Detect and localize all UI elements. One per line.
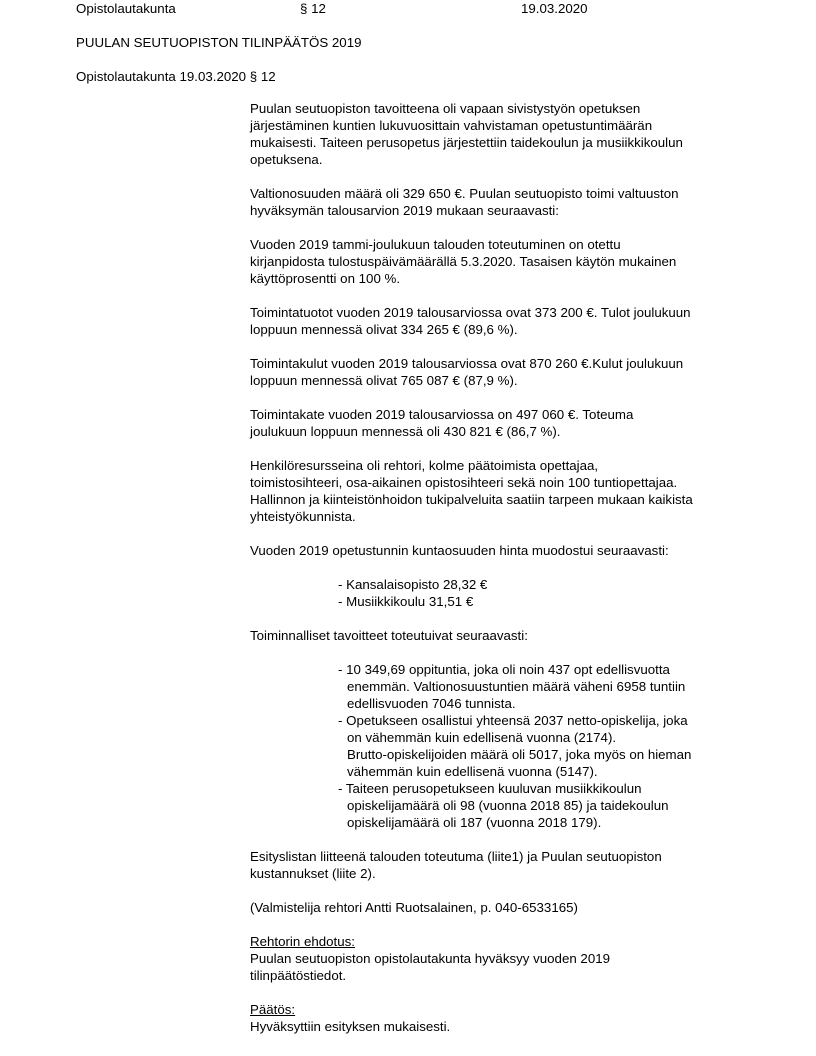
meeting-reference: Opistolautakunta 19.03.2020 § 12	[76, 69, 276, 84]
paragraph-hour-price: Vuoden 2019 opetustunnin kuntaosuuden hinta muodostui seuraavasti:	[250, 543, 669, 558]
paragraph-personnel: Henkilöresursseina oli rehtori, kolme päätoimista opettajaa, toimistosihteeri, osa-aikainen opistosihteeri sekä noin 100 tuntiopettajaa. Hallinnon ja kiinteistönhoidon tukipalveluita saatiin tarpeen mukaan kaikista yhteistyökunnista.	[250, 458, 693, 524]
proposal-heading: Rehtorin ehdotus:	[250, 934, 355, 949]
document-title: PUULAN SEUTUOPISTON TILINPÄÄTÖS 2019	[76, 35, 362, 50]
price-list	[338, 576, 750, 610]
header-committee: Opistolautakunta	[76, 1, 176, 16]
proposal-text: Puulan seutuopiston opistolautakunta hyväksyy vuoden 2019 tilinpäätöstiedot.	[250, 951, 611, 983]
paragraph-revenue: Toimintatuotot vuoden 2019 talousarviossa ovat 373 200 €. Tulot joulukuun loppuun mennessä olivat 334 265 € (89,6 %).	[250, 305, 691, 337]
paragraph-objectives: Puulan seutuopiston tavoitteena oli vapaan sivistystyön opetuksen järjestäminen kuntien lukuvuosittain vahvistaman opetustuntimäärän mukaisesti. Taiteen perusopetus järjestettiin taidekoulun ja musiikkikoulun opetuksena.	[250, 101, 683, 167]
list-item: - Kansalaisopisto 28,32 €	[338, 577, 488, 592]
decision-heading: Päätös:	[250, 1002, 296, 1017]
list-item: - Taiteen perusopetukseen kuuluvan musiikkikoulun opiskelijamäärä oli 98 (vuonna 2018 85) ja taidekoulun opiskelijamäärä oli 187 (vuonna 2018 179).	[338, 781, 669, 830]
document-body	[250, 100, 750, 1035]
paragraph-attachments: Esityslistan liitteenä talouden toteutuma (liite1) ja Puulan seutuopiston kustannukset (liite 2).	[250, 849, 662, 881]
paragraph-goals: Toiminnalliset tavoitteet toteutuivat seuraavasti:	[250, 628, 528, 643]
list-item: - Opetukseen osallistui yhteensä 2037 netto-opiskelija, joka on vähemmän kuin edellisenä vuonna (2174). Brutto-opiskelijoiden määrä oli 5017, joka myös on hieman vähemmän kuin edellisenä vuonna (5147).	[338, 713, 692, 779]
decision-text: Hyväksyttiin esityksen mukaisesti.	[250, 1019, 451, 1034]
paragraph-state-subsidy: Valtionosuuden määrä oli 329 650 €. Puulan seutuopisto toimi valtuuston hyväksymän talousarvion 2019 mukaan seuraavasti:	[250, 186, 679, 218]
list-item: - Musiikkikoulu 31,51 €	[338, 594, 474, 609]
decision-section	[250, 1001, 750, 1035]
list-item: - 10 349,69 oppituntia, joka oli noin 437 opt edellisvuotta enemmän. Valtionosuustuntien määrä väheni 6958 tuntiin edellisvuoden 7046 tunnista.	[338, 662, 686, 711]
proposal-section	[250, 933, 750, 984]
header-section: § 12	[300, 1, 326, 16]
paragraph-realization: Vuoden 2019 tammi-joulukuun talouden toteutuminen on otettu kirjanpidosta tulostuspäivämäärällä 5.3.2020. Tasaisen käytön mukainen käyttöprosentti on 100 %.	[250, 237, 677, 286]
paragraph-margin: Toimintakate vuoden 2019 talousarviossa on 497 060 €. Toteuma joulukuun loppuun mennessä oli 430 821 € (86,7 %).	[250, 407, 634, 439]
paragraph-expenses: Toimintakulut vuoden 2019 talousarviossa ovat 870 260 €.Kulut joulukuun loppuun mennessä olivat 765 087 € (87,9 %).	[250, 356, 684, 388]
goals-list	[338, 661, 750, 831]
paragraph-preparer: (Valmistelija rehtori Antti Ruotsalainen, p. 040-6533165)	[250, 900, 578, 915]
header-date: 19.03.2020	[521, 1, 588, 16]
